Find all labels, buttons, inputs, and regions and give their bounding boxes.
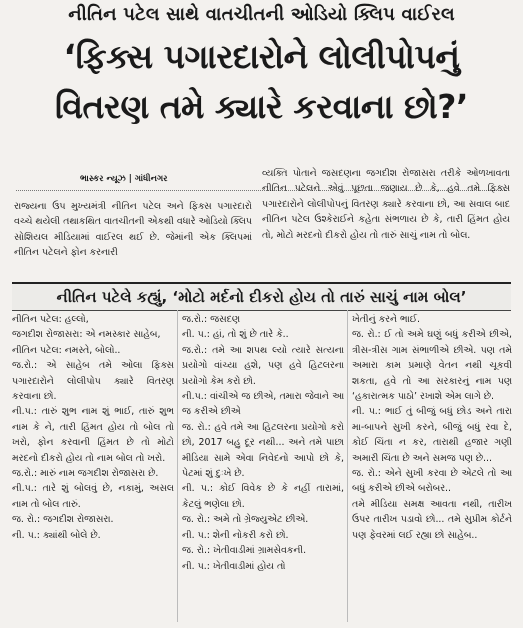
dialogue-line: જ. રો.: અમે તો ગ્રેજ્યુએટ છીએ.	[182, 514, 309, 526]
dialogue-line: ની. પ.: શેની નોકરી કરો છો.	[182, 529, 289, 541]
dialogue-line: નીતિન પટેલ: નમસ્તે, બોલો..	[12, 344, 121, 356]
dialogue-line: ખેતીનું કરને ભાઈ.	[352, 314, 421, 325]
dialogue-line: જ. રો.: ખેતીવાડીમાં ગ્રામસેવકની.	[182, 545, 307, 557]
intro-right-column	[262, 166, 510, 243]
dialogue-line: જ. રો.: એને સુખી કરવા છે એટલે તો આ બધું કરીએ છીએ બરોબર..	[352, 468, 512, 495]
dialogue-line: ની. પ.: કોઈ વિવેક છે કે નહીં તારામાં, કેટલું ભણેલા છો.	[182, 483, 344, 510]
subhead-bar	[12, 282, 511, 311]
dialogue-line: તમે મીડિયા સમક્ષ આવતા નથી, તારીખ ઉપર તારીખ પડાવો છો... તમે સુપ્રીમ કોર્ટને પણ ફેવરમાં લઈ રહ્યા છો સાહેબ..	[352, 498, 512, 541]
byline: ભાસ્કર ન્યૂઝ | ગાંધીનગર	[80, 174, 168, 184]
intro-left-column	[14, 199, 252, 261]
dialogue-line: ની. પ.: ક્યાંથી બોલે છે.	[12, 529, 101, 541]
dialogue-line: ની.પ.: તારું શુભ નામ શું ભાઈ, તારું શુભ નામ કે ને, તારી હિંમત હોય તો બોલ તો ખરો, ફોન કરવાની હિંમત છે તો મોટો મરદનો દીકરો હોય તો નામ બોલ તો ખરો.	[12, 406, 174, 464]
dialogue-line: ની. પ.: ભાઈ તું બીજું બધું છોડ અને તારા મા-બાપને સુખી કરને, બીજું બધું રવા દે, કોઈ ચિંતા ન કર, તારાથી હજાર ગણી અમારી ચિંતા છે અને સમજ પણ છે...	[352, 406, 512, 464]
dialogue-line: જ.રો.: એ સાહેબ તમે ઓલા ફિક્સ પગારદારોને લોલીપોપ ક્યારે વિતરણ કરવાના છો.	[12, 360, 174, 403]
dialogue-line: નીતિન પટેલ: હલ્લો,	[12, 314, 89, 325]
intro-left-text: રાજ્યના ઉપ મુખ્યમંત્રી નીતિન પટેલ અને ફિક્સ પગારદારો વચ્ચે થયેલી તથાકથિત વાતચીતની એકથી વધારે ઓડિયો ક્લિપ સોશિયલ મીડિયામાં વાઈરલ થઈ છે. જેમાંની એક ક્લિપમાં નીતિન પટેલને ફોન કરનારી	[14, 201, 252, 259]
dialogue-line: જ. રો.: હવે તમે આ હિટલરના પ્રયોગો કરો છો, 2017 બહુ દૂર નથી... અને તમે પાછા મીડિયા સામે એવા નિવેદનો આપો છો કે, પેટમાં શું દુઃખે છે.	[182, 421, 344, 480]
dialogue-line: જ. રો.: જગદીશ રોજાસરા.	[12, 514, 114, 526]
column-divider	[177, 310, 178, 622]
dialogue-line: ની. પ.: ખેતીવાડીમાં હોય તો	[182, 560, 286, 572]
headline-line-1: ‘ફિક્સ પગારદારોને લોલીપોપનું	[63, 37, 460, 76]
headline-line-2: વિતરણ તમે ક્યારે કરવાના છો?’	[55, 87, 468, 126]
dialogue-line: ની.પ.: તારે શું બોલવું છે, નકામું, અસલ નામ તો બોલ તારું.	[12, 483, 174, 510]
dialogue-column-1	[12, 312, 174, 543]
dialogue-column-2	[182, 312, 344, 574]
dialogue-line: ની.પ.: વાંચીએ જ છીએ, તમારા જેવાને આ જ કરીએ છીએ	[182, 391, 344, 418]
dialogue-line: જ.રો.: તમે આ શપથ લ્યો ત્યારે સત્યના પ્રયોગો વાંચ્યા હશે, પણ હવે હિટલરના પ્રયોગો કેમ કરો છો.	[182, 344, 344, 387]
dialogue-line: જ. રો.: ઈ તો અમે ઘણું બધું કરીએ છીએ, ત્રીસ-ત્રીસ ગામ સંભાળીએ છીએ. પણ તમે અમારા કામ પ્રમાણે વેતન નથી ચૂકવી શકતા, હવે તો આ સરકારનું નામ પણ ‘હકારાત્મક પાઠો’ રખાશે એમ લાગે છે.	[352, 329, 512, 403]
column-divider	[347, 310, 348, 622]
dialogue-line: ની. પ.: હાં, તો શું છે તારે કે..	[182, 329, 289, 341]
kicker-headline: નીતિન પટેલ સાથે વાતચીતની ઓડિયો ક્લિપ વાઈરલ	[68, 4, 455, 25]
main-headline	[4, 32, 519, 132]
dialogue-column-3	[352, 312, 512, 543]
intro-right-text: વ્યક્તિ પોતાને જસદણના જગદીશ રોજાસરા તરીકે ઓળખાવતા નીતિન પટેલને એવું પૂછતા જણાય છે કે, હવે તમે ફિક્સ પગારદારોને લોલીપોપનું વિતરણ ક્યારે કરવાના છો, આ સવાલ બાદ નીતિન પટેલ ઉશ્કેરાઈને કહેતા સંભળાય છે કે, તારી હિંમત હોય તો, મોટો મરદનો દીકરો હોય તો તારું સાચું નામ તો બોલ.	[262, 168, 510, 241]
dialogue-line: જ.રો.: જસદણ	[182, 314, 241, 325]
dialogue-line: જગદીશ રોજાસરા: એ નમસ્કાર સાહેબ,	[12, 329, 161, 341]
subhead: નીતિન પટેલે કહ્યું, ‘મોટો મર્દનો દીકરો હોય તો તારું સાચું નામ બોલ’	[56, 288, 467, 306]
dialogue-line: જ.રો.: મારું નામ જગદીશ રોજાસરા છે.	[12, 468, 159, 480]
